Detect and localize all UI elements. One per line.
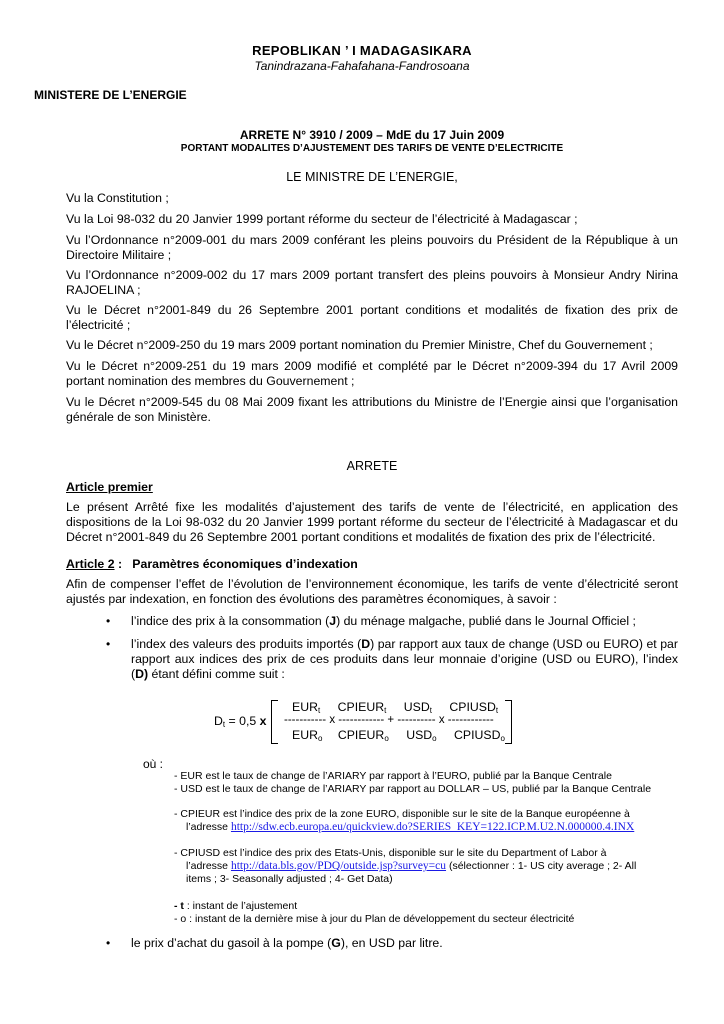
article2-sep: : bbox=[114, 557, 123, 571]
formula-numerator: $EUR_t$ $CPIEUR_t$ $USD_t$ $CPIUSD_t$ bbox=[292, 700, 499, 715]
def-o: - o : instant de la dernière mise à jour du Plan de développement du secteur électricité bbox=[174, 913, 575, 925]
formula-denominator: $EUR_o$ $CPIEUR_o$ $USD_o$ $CPIUSD_o$ bbox=[292, 728, 505, 743]
decree-subtitle: PORTANT MODALITES D’AJUSTEMENT DES TARIFS DE VENTE D’ELECTRICITE bbox=[180, 143, 564, 154]
article2-title: Paramètres économiques d’indexation bbox=[132, 557, 358, 571]
cpiusd-link[interactable]: http://data.bls.gov/PDQ/outside.jsp?survey=cu bbox=[230, 860, 447, 872]
where-label: où : bbox=[143, 757, 164, 771]
article1-text: Le présent Arrêté fixe les modalités d’ajustement des tarifs de vente de l’électricité, en application des dispositions de la Loi 98-032 du 20 Janvier 1999 portant réforme du secteur de l’électricité à Madagascar et du Décret n°2001-849 du 26 Septembre 2001 portant conditions et modalités de fixation des prix de l’électricité. bbox=[66, 500, 678, 544]
def-cpiusd-steps: items ; 3- Seasonally adjusted ; 4- Get Data) bbox=[186, 873, 393, 885]
def-cpieur-address: l’adresse http://sdw.ecb.europa.eu/quickview.do?SERIES_KEY=122.ICP.M.U2.N.000000.4.INX bbox=[186, 821, 635, 833]
header-republic: REPOBLIKAN ’ I MADAGASIKARA bbox=[252, 43, 472, 58]
consideration-item: Vu le Décret n°2009-250 du 19 mars 2009 portant nomination du Premier Ministre, Chef du Gouvernement ; bbox=[66, 338, 653, 352]
consideration-item: Vu la Constitution ; bbox=[66, 191, 169, 205]
consideration-item: Vu l’Ordonnance n°2009-002 du 17 mars 2009 portant transfert des pleins pouvoirs à Monsieur Andry Nirina RAJOELINA ; bbox=[66, 268, 678, 297]
article2-heading bbox=[66, 557, 358, 571]
def-cpiusd-address: l’adresse http://data.bls.gov/PDQ/outside.jsp?survey=cu (sélectionner : 1- US city average ; 2- All bbox=[186, 860, 637, 872]
ministry-name: MINISTERE DE L’ENERGIE bbox=[34, 88, 187, 102]
bullet-icon: • bbox=[106, 637, 111, 651]
consideration-item: Vu la Loi 98-032 du 20 Janvier 1999 portant réforme du secteur de l’électricité à Madagascar ; bbox=[66, 212, 578, 226]
bullet-import-index: l’index des valeurs des produits importés (D) par rapport aux taux de change (USD ou EURO) et par rapport aux indices des prix de ces produits dans leur monnaie d’origine (USD ou EURO), l’index (D) étant défini comme suit : bbox=[131, 637, 678, 681]
bullet-gasoil-price: le prix d’achat du gasoil à la pompe (G), en USD par litre. bbox=[131, 936, 443, 950]
article1-heading: Article premier bbox=[66, 480, 153, 494]
formula-bracket-left bbox=[271, 700, 278, 744]
minister-line: LE MINISTRE DE L’ENERGIE, bbox=[286, 170, 458, 184]
def-usd: - USD est le taux de change de l’ARIARY par rapport au DOLLAR – US, publié par la Banque Centrale bbox=[174, 783, 652, 795]
consideration-item: Vu le Décret n°2001-849 du 26 Septembre 2001 portant conditions et modalités de fixation des prix de l’électricité ; bbox=[66, 303, 678, 332]
formula-dashes: ----------- x ------------ + ---------- x ------------ bbox=[284, 714, 494, 726]
article2-intro: Afin de compenser l’effet de l’évolution de l’environnement économique, les tarifs de vente d’électricité seront ajustés par indexation, en fonction des évolutions des paramètres économiques, à savoir : bbox=[66, 577, 678, 606]
consideration-item: Vu l’Ordonnance n°2009-001 du mars 2009 conférant les pleins pouvoirs du Président de la République à un Directoire Militaire ; bbox=[66, 233, 678, 262]
header-motto: Tanindrazana-Fahafahana-Fandrosoana bbox=[254, 59, 470, 73]
decree-title: ARRETE N° 3910 / 2009 – MdE du 17 Juin 2009 bbox=[239, 128, 505, 142]
consideration-item: Vu le Décret n°2009-545 du 08 Mai 2009 fixant les attributions du Ministre de l’Energie ainsi que l’organisation générale de son Ministère. bbox=[66, 395, 678, 424]
bullet-icon: • bbox=[106, 936, 111, 950]
consideration-item: Vu le Décret n°2009-251 du 19 mars 2009 modifié et complété par le Décret n°2009-394 du 17 Avril 2009 portant nomination des membres du Gouvernement ; bbox=[66, 359, 678, 388]
def-t: - t : instant de l’ajustement bbox=[174, 900, 298, 912]
cpieur-link[interactable]: http://sdw.ecb.europa.eu/quickview.do?SERIES_KEY=122.ICP.M.U2.N.000000.4.INX bbox=[230, 821, 635, 833]
def-eur: - EUR est le taux de change de l’ARIARY par rapport à l’EURO, publié par la Banque Centrale bbox=[174, 770, 612, 782]
bullet-consumer-index: l’indice des prix à la consommation (J) du ménage malgache, publié dans le Journal Officiel ; bbox=[131, 614, 636, 628]
bullet-icon: • bbox=[106, 614, 111, 628]
def-cpiusd: - CPIUSD est l’indice des prix des Etats-Unis, disponible sur le site du Department of Labor à bbox=[174, 847, 607, 859]
article2-label: Article 2 bbox=[66, 557, 115, 571]
def-cpieur: - CPIEUR est l’indice des prix de la zone EURO, disponible sur le site de la Banque européenne à bbox=[174, 808, 630, 820]
formula-lhs: $D_t = 0,5$ x bbox=[214, 714, 267, 729]
formula-bracket-right bbox=[505, 700, 512, 744]
arrete-label: ARRETE bbox=[346, 459, 398, 473]
